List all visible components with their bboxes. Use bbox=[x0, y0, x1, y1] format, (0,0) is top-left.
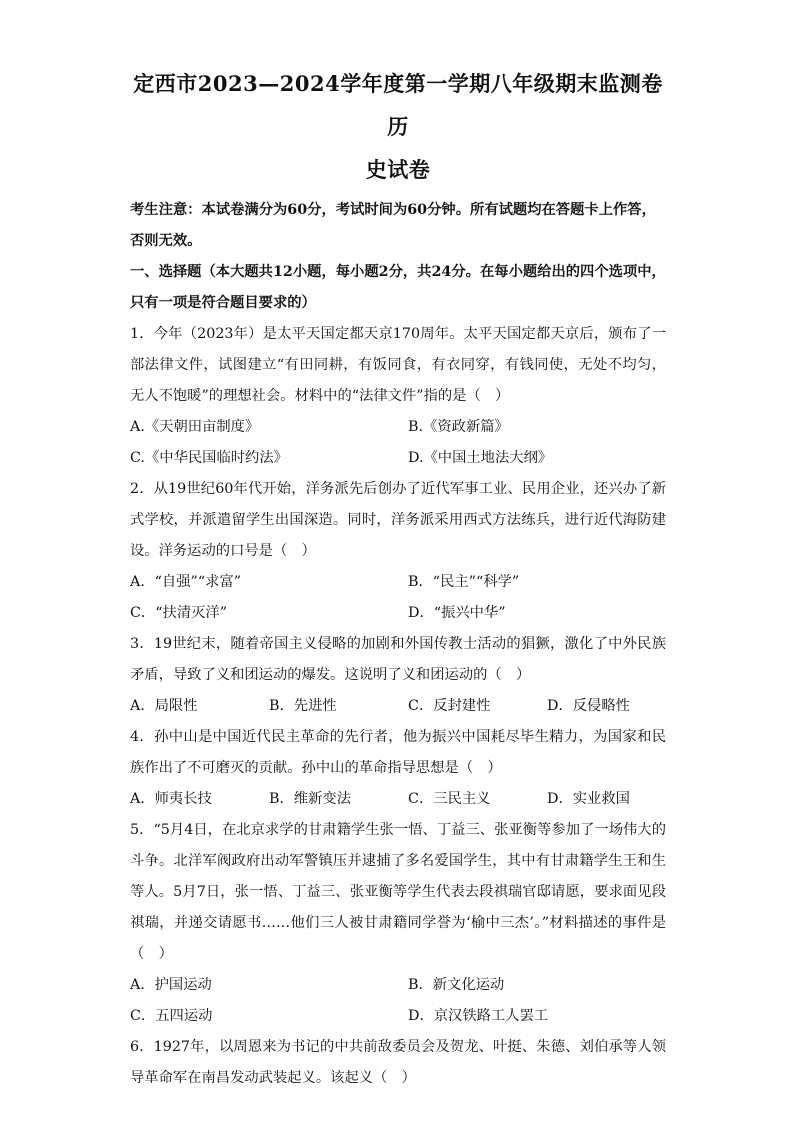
question-1-option-d: D.《中国土地法大纲》 bbox=[408, 450, 553, 466]
exam-title-line-1: 定西市2023—2024学年度第一学期八年级期末监测卷历 bbox=[133, 71, 663, 139]
section-heading-choice: 一、选择题（本大题共12小题，每小题2分，共24分。在每小题给出的四个选项中，只有一项是符合题目要求的） bbox=[130, 264, 666, 311]
question-5-option-a: A．护国运动 bbox=[130, 977, 212, 993]
question-4-options bbox=[130, 784, 666, 815]
question-4-option-c: C．三民主义 bbox=[408, 791, 491, 807]
question-5-option-c: C．五四运动 bbox=[130, 1008, 213, 1024]
question-2-option-d: D．“振兴中华” bbox=[408, 605, 506, 621]
question-5-option-b: B．新文化运动 bbox=[408, 977, 505, 993]
question-2-stem: 2．从19世纪60年代开始，洋务派先后创办了近代军事工业、民用企业，还兴办了新式学校，并派遣留学生出国深造。同时，洋务派采用西式方法练兵，进行近代海防建设。洋务运动的口号是（ ） bbox=[130, 481, 666, 559]
question-3-stem: 3．19世纪末，随着帝国主义侵略的加剧和外国传教士活动的猖獗，激化了中外民族矛盾，导致了义和团运动的爆发。这说明了义和团运动的（ ） bbox=[130, 636, 666, 683]
question-1-option-c: C.《中华民国临时约法》 bbox=[130, 450, 288, 466]
question-4-option-d: D．实业救国 bbox=[547, 791, 630, 807]
exam-notice: 考生注意：本试卷满分为60分，考试时间为60分钟。所有试题均在答题卡上作答，否则无效。 bbox=[130, 202, 656, 249]
exam-title-line-2: 史试卷 bbox=[365, 157, 431, 182]
question-2-option-b: B．“民主”“科学” bbox=[408, 574, 520, 590]
question-3-option-d: D．反侵略性 bbox=[547, 698, 630, 714]
question-3-options bbox=[130, 691, 666, 722]
question-4-option-a: A．师夷长技 bbox=[130, 791, 212, 807]
question-5-option-d: D．京汉铁路工人罢工 bbox=[408, 1008, 549, 1024]
question-6-stem: 6．1927年，以周恩来为书记的中共前敌委员会及贺龙、叶挺、朱德、刘伯承等人领导革命军在南昌发动武装起义。该起义（ ） bbox=[130, 1039, 666, 1086]
question-3-option-b: B．先进性 bbox=[269, 698, 337, 714]
question-1-option-b: B.《资政新篇》 bbox=[408, 419, 509, 435]
question-1-option-a: A.《天朝田亩制度》 bbox=[130, 419, 260, 435]
question-3-option-c: C．反封建性 bbox=[408, 698, 491, 714]
question-4-option-b: B．维新变法 bbox=[269, 791, 351, 807]
question-5-options bbox=[130, 970, 666, 1032]
question-2-options bbox=[130, 567, 666, 629]
question-2-option-a: A．“自强”“求富” bbox=[130, 574, 242, 590]
question-4-stem: 4．孙中山是中国近代民主革命的先行者，他为振兴中国耗尽毕生精力，为国家和民族作出了不可磨灭的贡献。孙中山的革命指导思想是（ ） bbox=[130, 729, 666, 776]
question-1-stem: 1．今年（2023年）是太平天国定都天京170周年。太平天国定都天京后，颁布了一部法律文件，试图建立“有田同耕，有饭同食，有衣同穿，有钱同使，无处不均匀，无人不饱暖”的理想社会。材料中的“法律文件”指的是（ ） bbox=[130, 326, 666, 404]
question-5-stem: 5．“5月4日，在北京求学的甘肃籍学生张一悟、丁益三、张亚衡等参加了一场伟大的斗争。北洋军阀政府出动军警镇压并逮捕了多名爱国学生，其中有甘肃籍学生王和生等人。5月7日，张一悟、丁益三、张亚衡等学生代表去段祺瑞官邸请愿，要求面见段祺瑞，并递交请愿书……他们三人被甘肃籍同学誉为‘榆中三杰’。”材料描述的事件是（ ） bbox=[130, 822, 666, 962]
question-3-option-a: A．局限性 bbox=[130, 698, 198, 714]
exam-page bbox=[130, 62, 666, 1094]
question-1-options bbox=[130, 412, 666, 474]
question-2-option-c: C．“扶清灭洋” bbox=[130, 605, 228, 621]
